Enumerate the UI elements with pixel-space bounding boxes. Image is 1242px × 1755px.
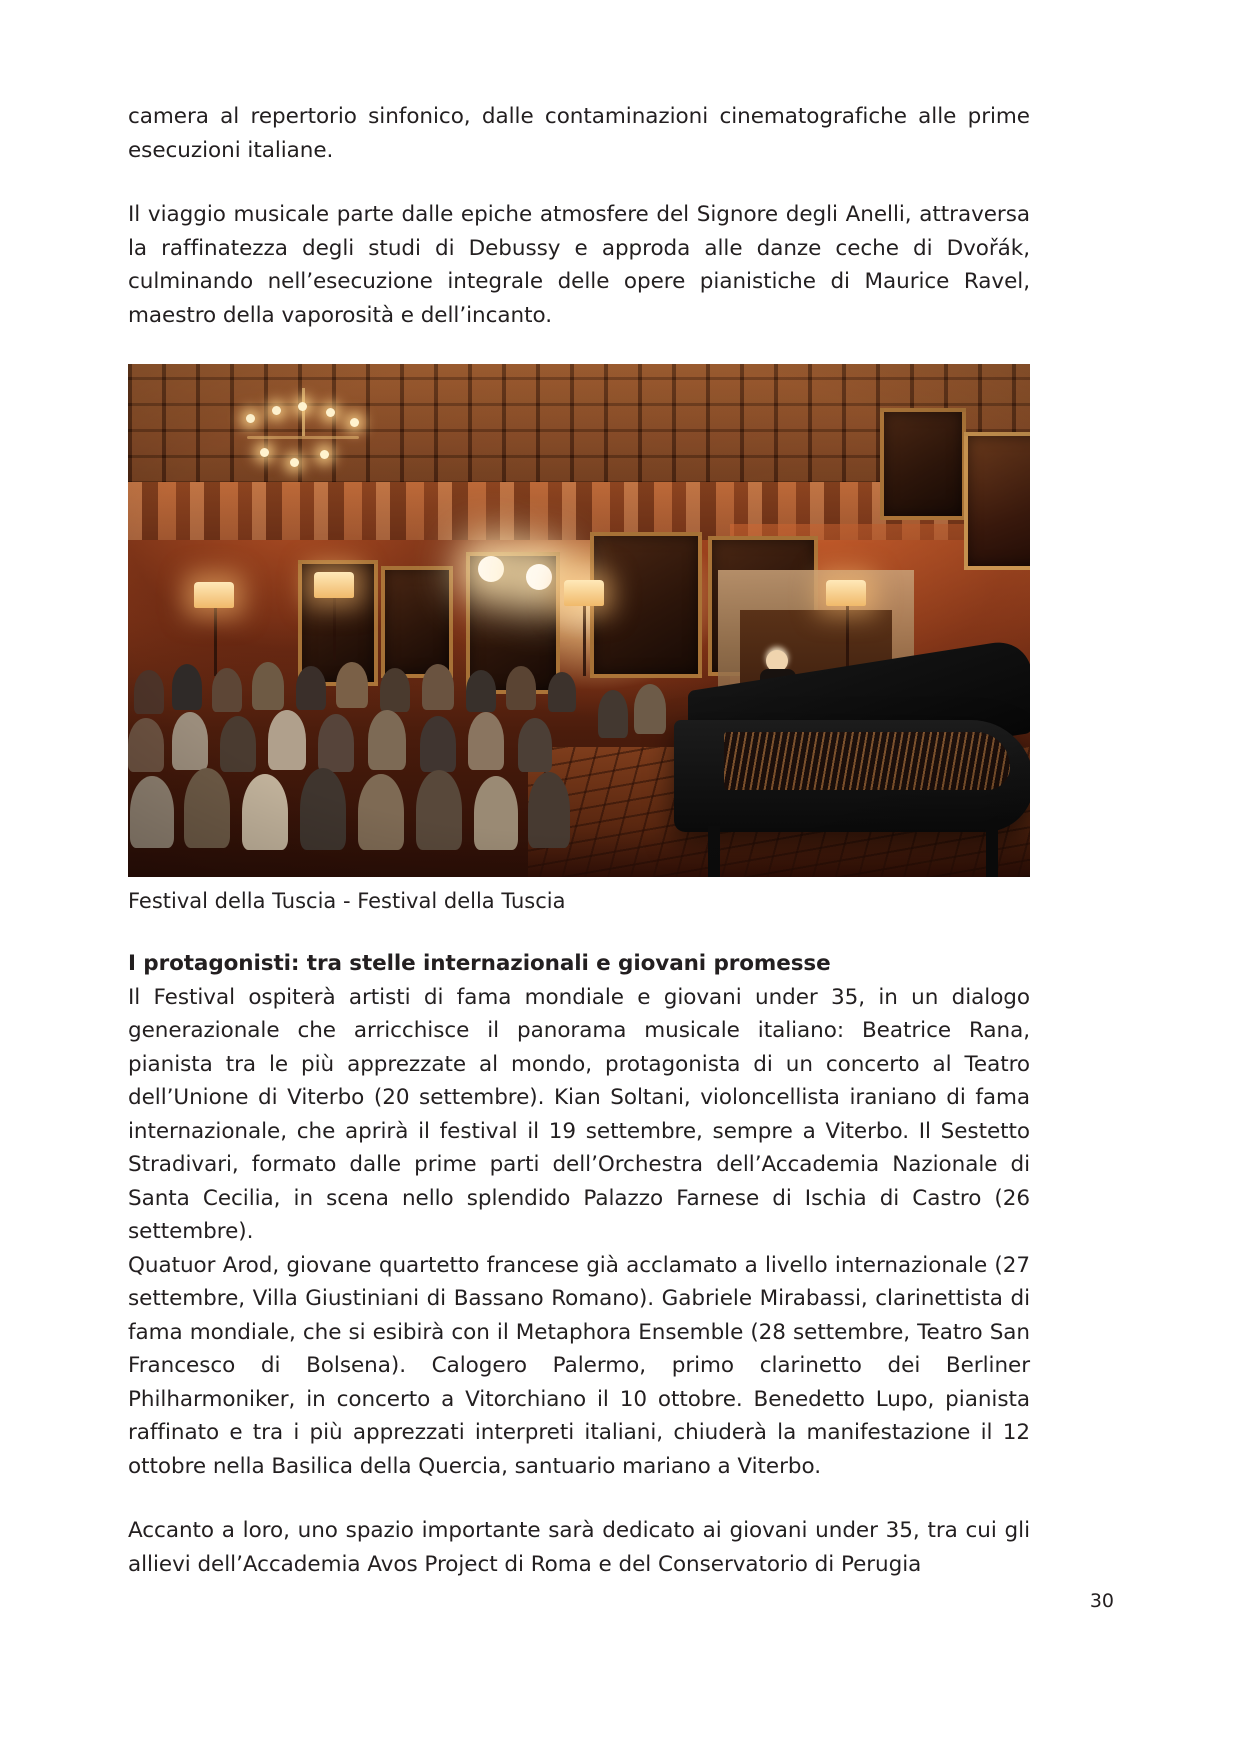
paragraph-young-talents: Accanto a loro, uno spazio importante sarà dedicato ai giovani under 35, tra cui gli allievi dell’Accademia Avos Project di Roma e del Conservatorio di Perugia	[128, 1518, 1030, 1577]
photo-audience	[128, 642, 688, 877]
paragraph-protagonists-part2: Quatuor Arod, giovane quartetto francese già acclamato a livello internazionale (27 settembre, Villa Giustiniani di Bassano Romano). Gabriele Mirabassi, clarinettista di fama mondiale, che si esibirà con il Metaphora Ensemble (28 settembre, Teatro San Francesco di Bolsena). Calogero Palermo, primo clarinetto dei Berliner Philharmoniker, in concerto a Vitorchiano il 10 ottobre. Benedetto Lupo, pianista raffinato e tra i più apprezzati interpreti italiani, chiuderà la manifestazione il 12 ottobre nella Basilica della Quercia, santuario mariano a Viterbo.	[128, 1252, 1030, 1479]
photo-painting	[964, 432, 1030, 570]
photo-painting	[880, 408, 966, 520]
photo-piano-strings	[724, 732, 1010, 790]
paragraph-protagonists-part1: Il Festival ospiterà artisti di fama mondiale e giovani under 35, in un dialogo generazionale che arricchisce il panorama musicale italiano: Beatrice Rana, pianista tra le più apprezzate al mondo, protagonista di un concerto al Teatro dell’Unione di Viterbo (20 settembre). Kian Soltani, violoncellista iraniano di fama internazionale, che aprirà il festival il 19 settembre, sempre a Viterbo. Il Sestetto Stradivari, formato dalle prime parti dell’Orchestra dell’Accademia Nazionale di Santa Cecilia, in scena nello splendido Palazzo Farnese di Ischia di Castro (26 settembre).	[128, 984, 1030, 1244]
heading-protagonisti: I protagonisti: tra stelle internazionali e giovani promesse	[128, 951, 831, 976]
photo-stage-light	[478, 556, 504, 582]
photo-piano-leg	[986, 816, 998, 877]
photo-floor-lamp	[826, 580, 866, 606]
photo-stage-light	[526, 564, 552, 590]
page-content	[128, 100, 1030, 1581]
figure-caption: Festival della Tuscia - Festival della Tuscia	[128, 889, 566, 913]
photo-floor-lamp	[564, 580, 604, 606]
photo-piano-leg	[708, 826, 720, 877]
photo-floor-lamp	[194, 582, 234, 608]
photo-concert-hall	[128, 364, 1030, 877]
chandelier-icon	[244, 388, 364, 518]
paragraph-spacer	[128, 1483, 1030, 1514]
paragraph-musical-journey: Il viaggio musicale parte dalle epiche atmosfere del Signore degli Anelli, attraversa la raffinatezza degli studi di Debussy e approda alle danze ceche di Dvořák, culminando nell’esecuzione integrale delle opere pianistiche di Maurice Ravel, maestro della vaporosità e dell’incanto.	[128, 202, 1030, 328]
figure-festival-tuscia	[128, 364, 1030, 916]
paragraph-intro-continuation: camera al repertorio sinfonico, dalle contaminazioni cinematografiche alle prime esecuzioni italiane.	[128, 104, 1030, 163]
section-spacer	[128, 916, 1030, 947]
page-number: 30	[1089, 1590, 1114, 1612]
paragraph-spacer	[128, 167, 1030, 198]
photo-floor-lamp	[314, 572, 354, 598]
